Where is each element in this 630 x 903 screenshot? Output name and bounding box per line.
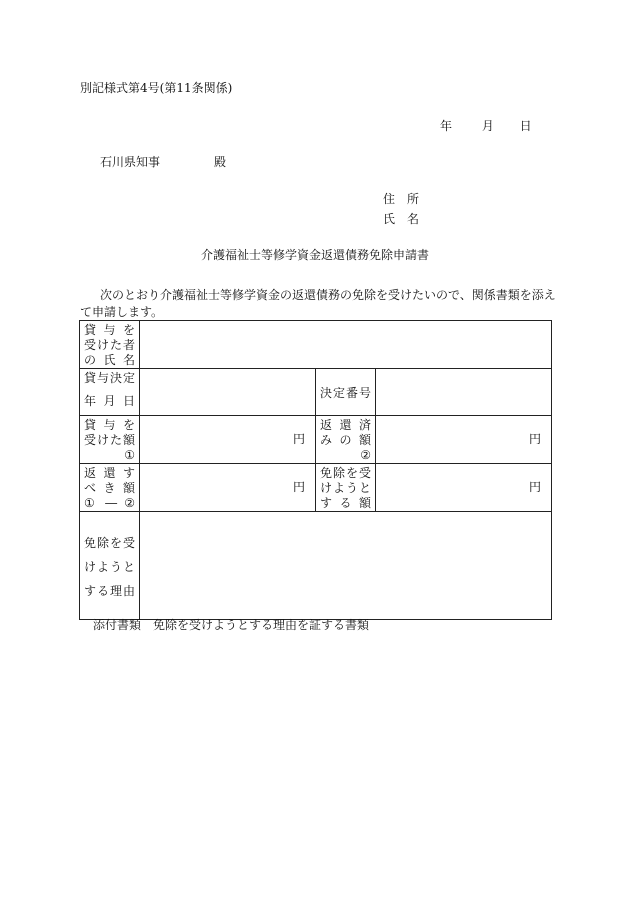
intro-text [80,287,560,321]
date-line [440,120,532,132]
exempt-amount-yen: 円 [529,480,542,494]
attachments-value: 免除を受けようとする理由を証する書類 [153,618,370,632]
borrower-name-label: 貸与を 受けた者 の氏名 [80,321,140,369]
loan-amount-label: 貸与を 受けた額 ① [80,416,140,464]
document-title: 介護福祉士等修学資金返還債務免除申請書 [200,248,429,262]
amount-to-repay-field[interactable] [140,464,316,512]
loan-amount-yen: 円 [292,432,305,446]
application-table [79,320,552,620]
decision-number-label: 決定番号 [316,369,376,416]
date-day-label: 日 [519,119,532,133]
date-month-label: 月 [481,119,494,133]
form-reference: 別記様式第4号(第11条関係) [80,81,233,95]
applicant-block [383,193,419,233]
reason-field[interactable] [140,512,552,620]
repaid-amount-field[interactable] [376,416,552,464]
exempt-amount-field[interactable] [376,464,552,512]
repaid-amount-yen: 円 [529,432,542,446]
decision-date-field[interactable] [140,369,316,416]
attachments-label: 添付書類 [93,618,142,632]
intro-line-1: 次のとおり介護福祉士等修学資金の返還債務の免除を受けたいので、関係書類を添え [100,288,556,302]
address-label: 住 所 [383,192,420,206]
attachments-note [93,619,369,631]
amount-to-repay-yen: 円 [292,480,305,494]
intro-line-2: て申請します。 [80,305,164,319]
repaid-amount-label: 返還済 みの額 ② [316,416,376,464]
addressee-honorific: 殿 [214,155,227,169]
loan-amount-field[interactable] [140,416,316,464]
addressee-name: 石川県知事 [100,155,161,169]
decision-date-label: 貸与決定 年月日 [80,369,140,416]
decision-number-field[interactable] [376,369,552,416]
exempt-amount-label: 免除を受 けようと する額 [316,464,376,512]
name-label: 氏 名 [383,212,420,226]
borrower-name-field[interactable] [140,321,552,369]
date-year-label: 年 [440,119,453,133]
addressee [100,156,226,168]
reason-label: 免除を受 けようと する理由 [80,512,140,620]
amount-to-repay-label: 返還す べき額 ① ― ② [80,464,140,512]
